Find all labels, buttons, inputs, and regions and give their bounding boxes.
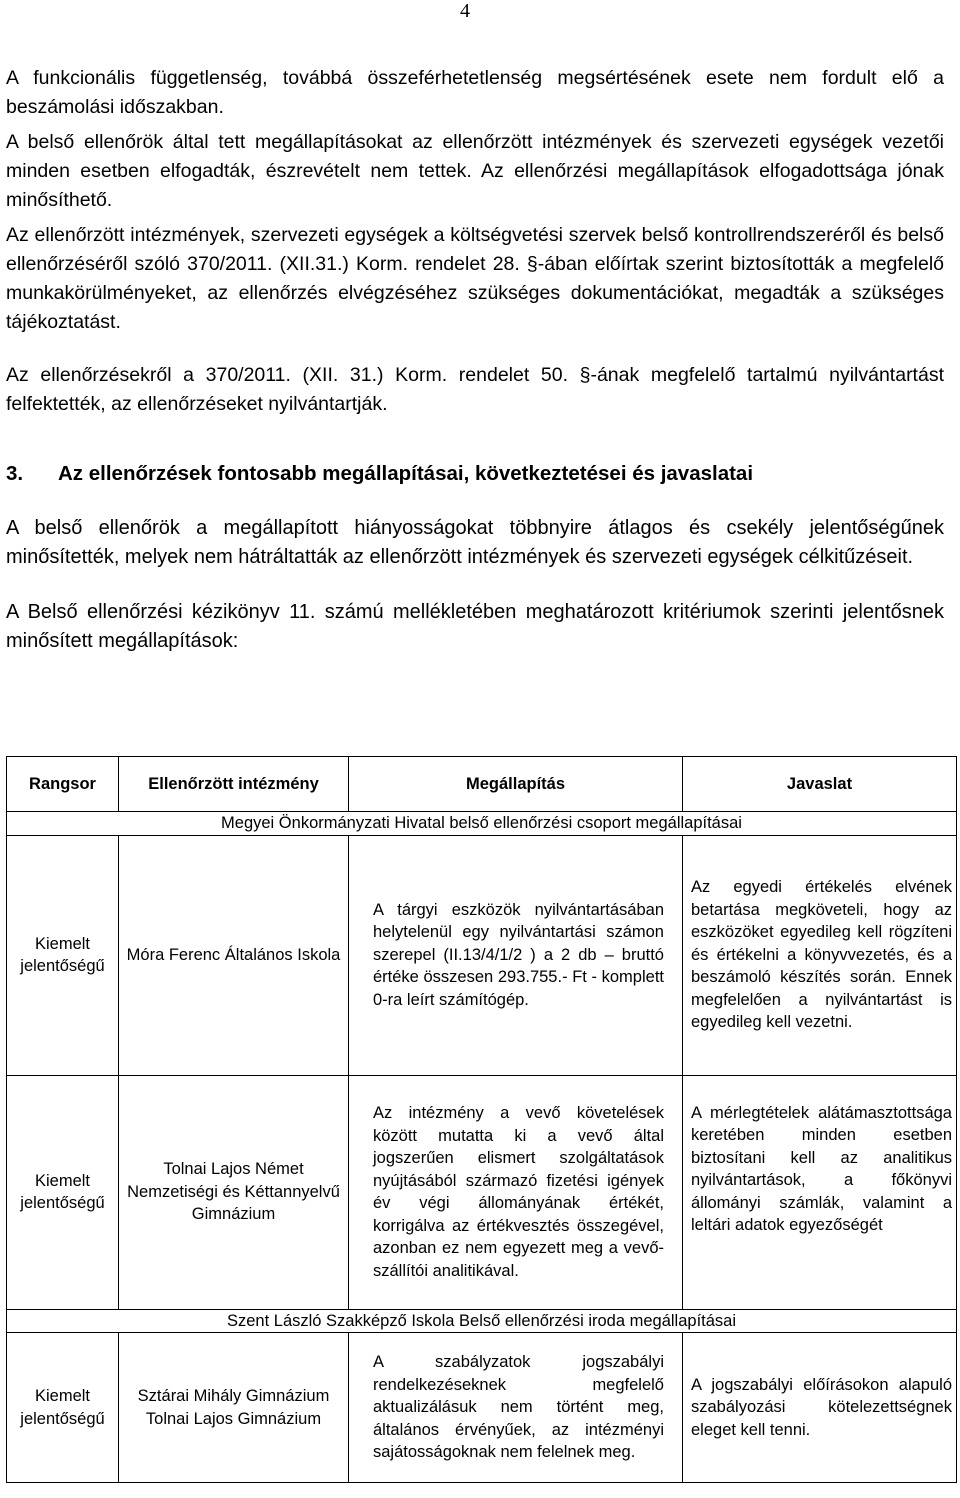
cell-rank: Kiemelt jelentőségű (7, 1075, 119, 1309)
table-header-row (7, 757, 957, 812)
paragraph-registry: Az ellenőrzésekről a 370/2011. (XII. 31.) Korm. rendelet 50. §-ának megfelelő tartalmú nyilvántartást felfektették, az ellenőrzéseket nyilvántartják. (6, 364, 944, 415)
table-row (7, 835, 957, 1075)
cell-proposal: A jogszabályi előírásokon alapuló szabályozási kötelezettségnek eleget kell tenni. (683, 1333, 957, 1483)
section-number: 3. (6, 462, 24, 485)
group-title-row (7, 1309, 957, 1333)
cell-finding: A szabályzatok jogszabályi rendelkezéseknek megfelelő aktualizálásuk nem történt meg, általános érvényűek, az intézményi sajátosságoknak nem felelnek meg. (349, 1333, 683, 1483)
group-title-row (7, 812, 957, 836)
section-title: Az ellenőrzések fontosabb megállapításai, következtetései és javaslatai (58, 462, 754, 485)
table-row (7, 1075, 957, 1309)
header-institution: Ellenőrzött intézmény (119, 757, 349, 812)
cell-institution: Tolnai Lajos Német Nemzetiségi és Kéttannyelvű Gimnázium (119, 1075, 349, 1309)
paragraph-working-conditions: Az ellenőrzött intézmények, szervezeti egységek a költségvetési szervek belső kontrollrendszeréről és belső ellenőrzéséről szóló 370/2011. (XII.31.) Korm. rendelet 28. §-ában előírtak szerint biztosították a megfelelő munkakörülményeket, az ellenőrzés elvégzéséhez szükséges dokumentációkat, megadták a szükséges tájékoztatást. (6, 224, 944, 333)
header-proposal: Javaslat (683, 757, 957, 812)
cell-institution: Móra Ferenc Általános Iskola (119, 835, 349, 1075)
findings-table (6, 756, 957, 1483)
paragraph-deficiencies: A belső ellenőrök a megállapított hiányosságokat többnyire átlagos és csekély jelentőségűnek minősítették, melyek nem hátráltatták az ellenőrzött intézmények és szervezeti egységek célkitűzéseit. (6, 517, 944, 568)
cell-proposal: Az egyedi értékelés elvének betartása megköveteli, hogy az eszközöket egyedileg kell rögzíteni és értékelni a könyvvezetés, és a beszámoló készítés során. Ennek megfelelően a nyilvántartást is egyedileg kell vezetni. (683, 835, 957, 1075)
table-row (7, 1333, 957, 1483)
cell-finding: A tárgyi eszközök nyilvántartásában helytelenül egy nyilvántartási számon szerepel (II.13/4/1/2 ) a 2 db – bruttó értéke összesen 293.755.- Ft - komplett 0-ra leírt számítógép. (349, 835, 683, 1075)
paragraph-acceptance: A belső ellenőrök által tett megállapításokat az ellenőrzött intézmények és szervezeti egységek vezetői minden esetben elfogadták, észrevételt nem tettek. Az ellenőrzési megállapítások elfogadottsága jónak minősíthető. (6, 131, 944, 211)
section-heading (6, 459, 944, 488)
cell-rank: Kiemelt jelentőségű (7, 1333, 119, 1483)
paragraph-independence: A funkcionális függetlenség, továbbá összeférhetetlenség megsértésének esete nem fordult elő a beszámolási időszakban. (6, 67, 944, 118)
group-title-vocational-school: Szent László Szakképző Iskola Belső ellenőrzési iroda megállapításai (7, 1309, 957, 1333)
cell-proposal: A mérlegtételek alátámasztottsága keretében minden esetben biztosítani kell az analitikus nyilvántartások, a főkönyvi állományi számlák, valamint a leltári adatok egyezőségét (683, 1075, 957, 1309)
document-body (6, 64, 944, 656)
header-finding: Megállapítás (349, 757, 683, 812)
paragraph-criteria: A Belső ellenőrzési kézikönyv 11. számú mellékletében meghatározott kritériumok szerinti jelentősnek minősített megállapítások: (6, 601, 944, 652)
cell-rank: Kiemelt jelentőségű (7, 835, 119, 1075)
header-rank: Rangsor (7, 757, 119, 812)
page-number: 4 (460, 0, 470, 22)
cell-institution: Sztárai Mihály Gimnázium Tolnai Lajos Gimnázium (119, 1333, 349, 1483)
group-title-county-office: Megyei Önkormányzati Hivatal belső ellenőrzési csoport megállapításai (7, 812, 957, 836)
cell-finding: Az intézmény a vevő követelések között mutatta ki a vevő által jogszerűen elismert szolgáltatások nyújtásából származó fizetési igények év végi állományának értékét, korrigálva az értékvesztés összegével, azonban ez nem egyezett meg a vevő-szállítói analitikával. (349, 1075, 683, 1309)
